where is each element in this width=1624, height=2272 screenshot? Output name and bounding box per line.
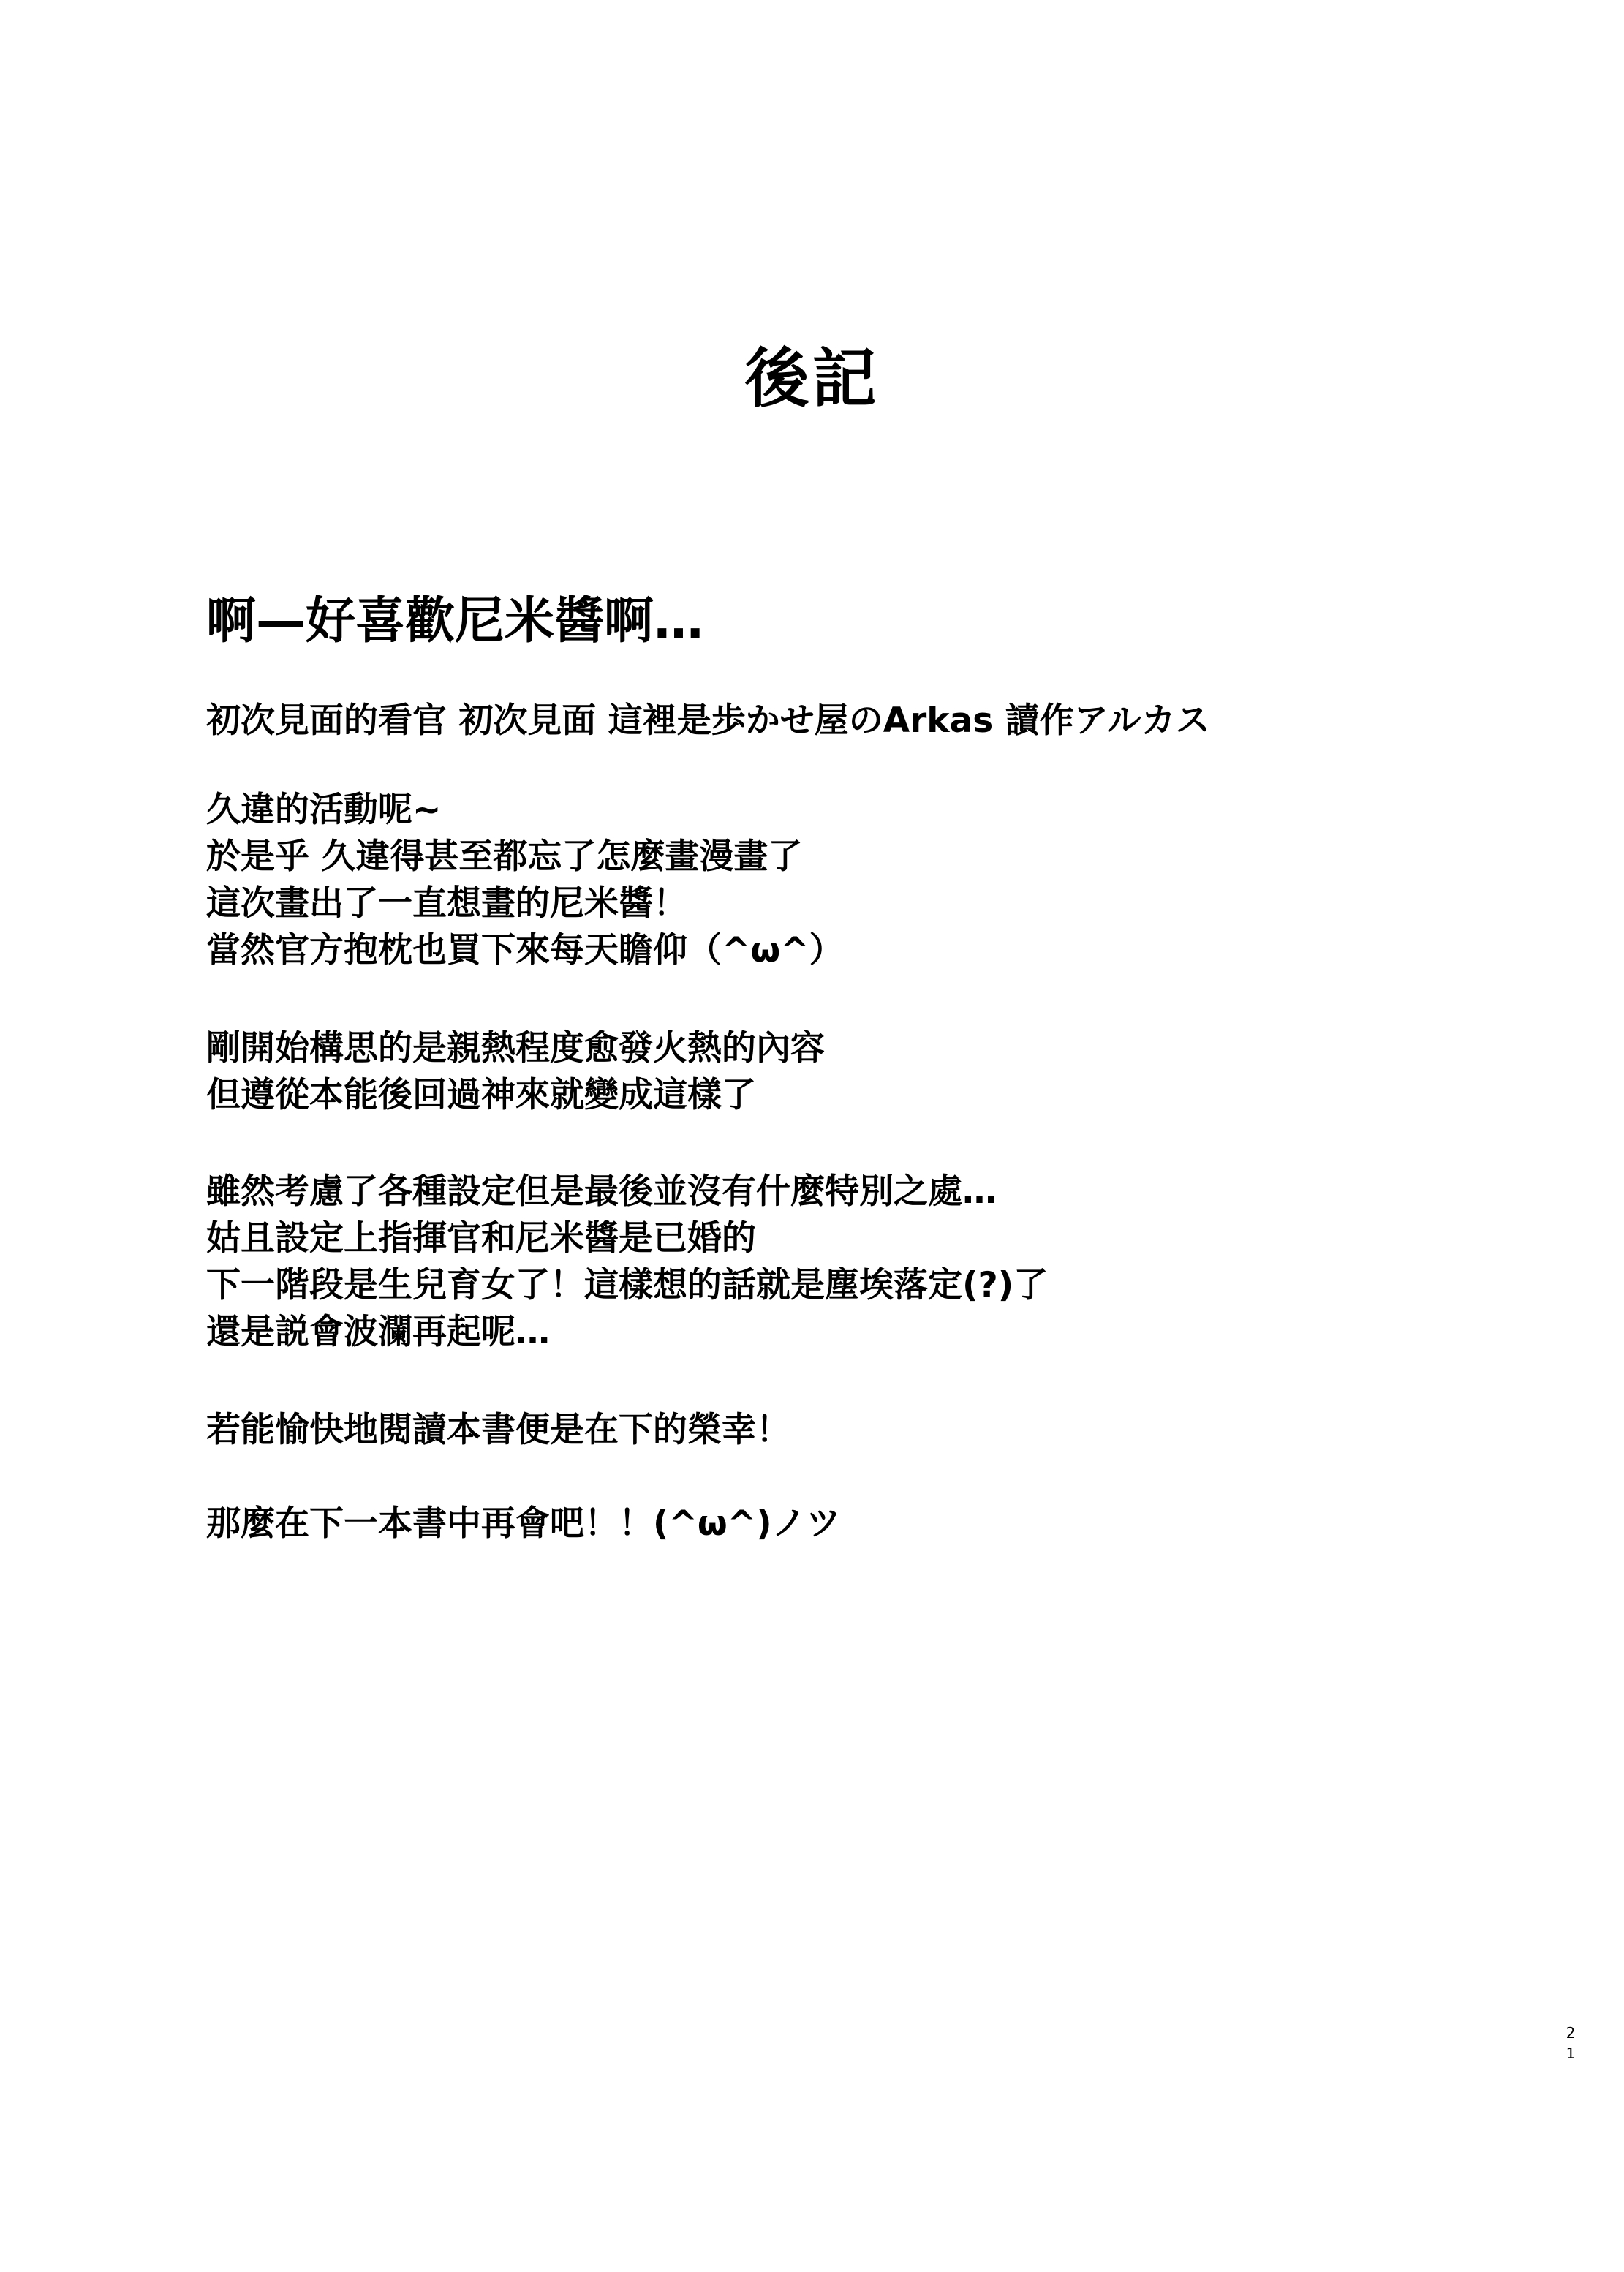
- paragraph-3: [206, 1169, 1048, 1356]
- text-line: 但遵從本能後回過神來就變成這樣了: [206, 1075, 756, 1115]
- text-line: 那麼在下一本書中再會吧！！(^ω^)ノツ: [206, 1503, 841, 1544]
- headline: 啊—好喜歡尼米醬啊…: [206, 592, 704, 650]
- text-line: 雖然考慮了各種設定但是最後並沒有什麼特別之處…: [206, 1171, 997, 1212]
- paragraph-1: [206, 787, 844, 974]
- page-number-digit: 2: [1566, 2024, 1576, 2042]
- page-number: [1563, 2023, 1578, 2064]
- text-line: 若能愉快地閱讀本書便是在下的榮幸！: [206, 1410, 790, 1450]
- text-line: 當然官方抱枕也買下來每天瞻仰（^ω^）: [206, 930, 844, 970]
- paragraph-2: [206, 1025, 825, 1119]
- page-number-digit: 1: [1566, 2045, 1576, 2062]
- intro-line: 初次見面的看官 初次見面 這裡是歩かせ屋のArkas 讀作アルカス: [206, 701, 1210, 741]
- text-line: 剛開始構思的是親熱程度愈發火熱的內容: [206, 1028, 825, 1068]
- paragraph-5: [206, 1501, 841, 1547]
- paragraph-4: [206, 1407, 790, 1454]
- text-line: 久違的活動呢~: [206, 790, 442, 830]
- text-line: 下一階段是生兒育女了！這樣想的話就是塵埃落定(?)了: [206, 1265, 1049, 1305]
- text-line: 這次畫出了一直想畫的尼米醬！: [206, 883, 687, 924]
- page-title: 後記: [744, 341, 880, 416]
- text-line: 還是説會波瀾再起呢…: [206, 1312, 550, 1352]
- text-line: 於是乎 久違得甚至都忘了怎麼畫漫畫了: [206, 837, 803, 877]
- text-line: 姑且設定上指揮官和尼米醬是已婚的: [206, 1218, 756, 1258]
